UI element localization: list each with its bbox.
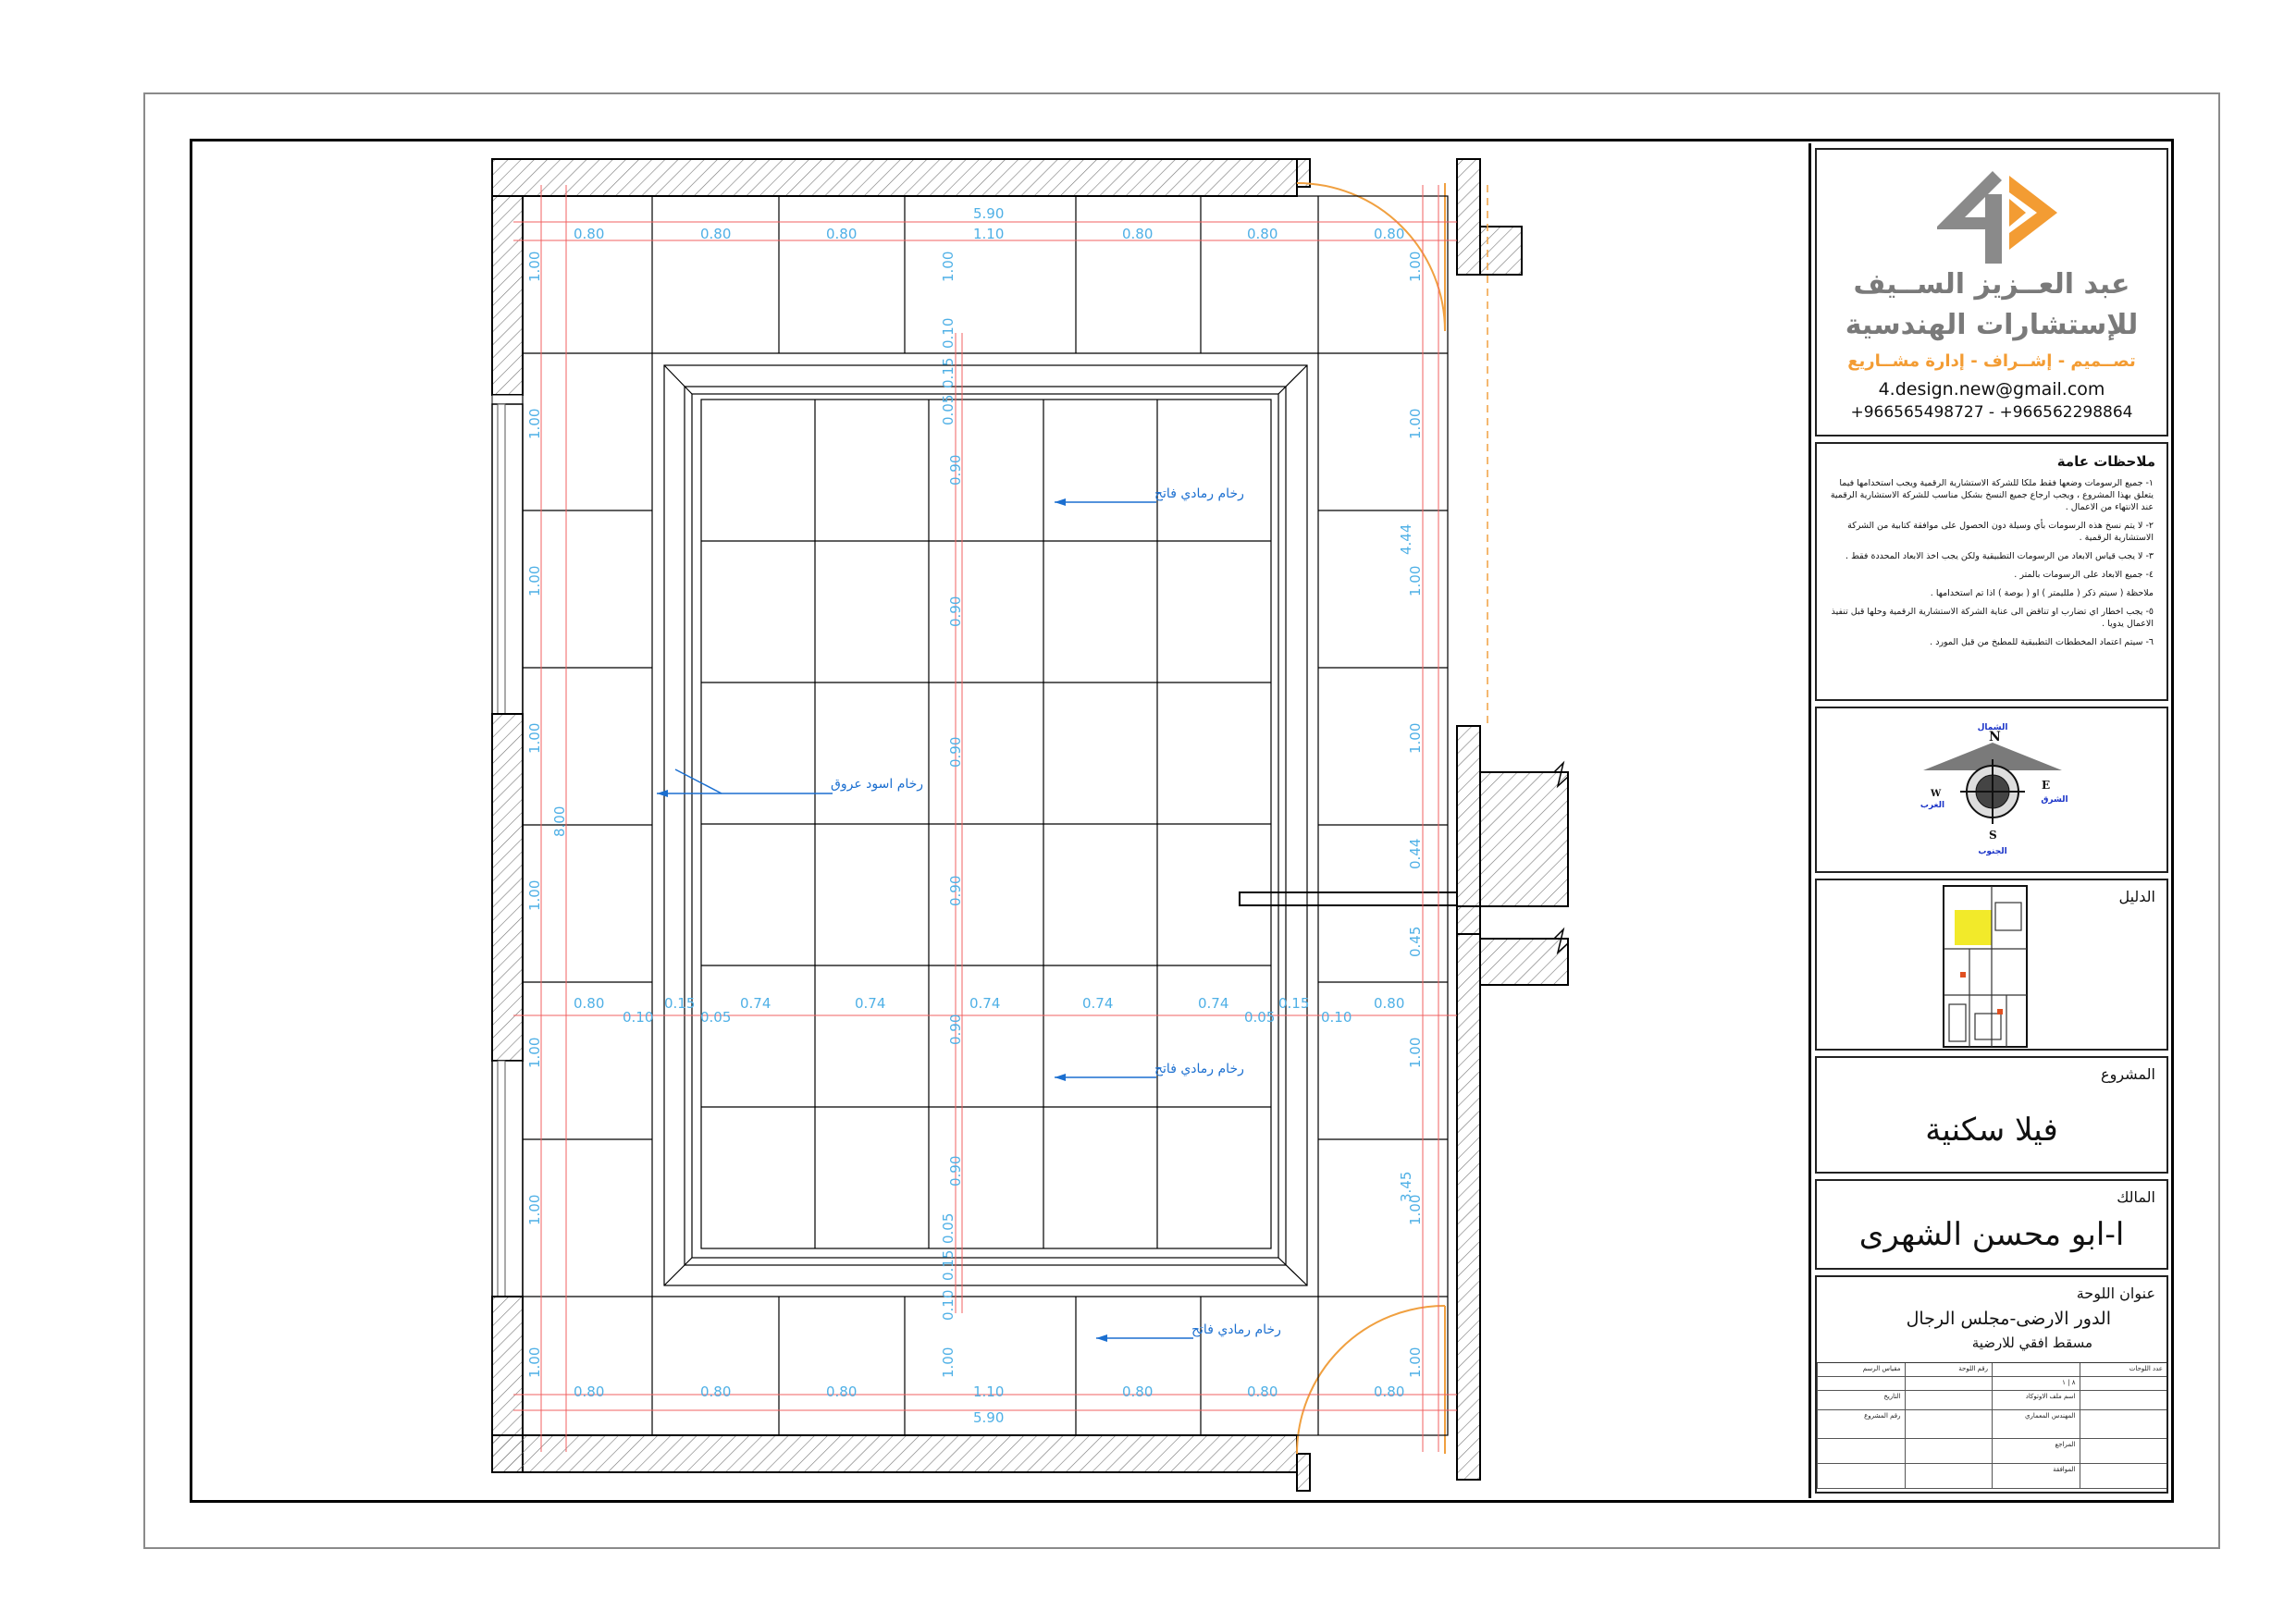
- sheet-title-panel: [1815, 1275, 2168, 1494]
- dim-bottom-7: 0.80: [1374, 1383, 1405, 1400]
- compass-icon: [1905, 722, 2080, 861]
- dim-bottom-1: 0.80: [574, 1383, 605, 1400]
- meta-table: [1817, 1362, 2166, 1489]
- dim-top-5: 0.80: [1122, 226, 1154, 242]
- dim-right-8: 1.00: [1407, 1194, 1424, 1225]
- label-grey-marble-2: رخام رمادي فاتح: [1154, 1062, 1244, 1076]
- dim-center-6: 0.90: [947, 596, 964, 627]
- compass-south: S: [1989, 829, 1997, 842]
- meta-cell: [2080, 1377, 2167, 1390]
- notes-list: [1830, 477, 2154, 655]
- dim-bottom-overall: 5.90: [973, 1409, 1005, 1426]
- compass-south-ar: الجنوب: [1978, 847, 2007, 856]
- dim-mid-7: 0.74: [969, 995, 1001, 1012]
- meta-cell: اسم ملف الاوتوكاد: [1992, 1391, 2080, 1409]
- dim-mid-11: 0.15: [1278, 995, 1310, 1012]
- dim-left-8: 1.00: [526, 1346, 543, 1378]
- dim-mid-4: 0.05: [700, 1009, 732, 1026]
- meta-cell: [2080, 1391, 2167, 1409]
- meta-cell: المراجع: [1992, 1439, 2080, 1463]
- company-phones: +966565498727 - +966562298864: [1850, 403, 2133, 422]
- meta-cell: [1905, 1464, 1993, 1488]
- compass-north-ar: الشمال: [1977, 723, 2008, 732]
- dim-mid-3: 0.15: [664, 995, 696, 1012]
- dim-left-overall: 8.00: [551, 805, 568, 837]
- meta-cell: [1905, 1410, 1993, 1438]
- meta-cell: [2080, 1439, 2167, 1463]
- marble-border: [664, 365, 1310, 1285]
- meta-cell: رقم المشروع: [1817, 1410, 1905, 1438]
- dim-left-5: 1.00: [526, 879, 543, 911]
- dim-center-9: 0.90: [947, 1014, 964, 1045]
- dim-right-1: 1.00: [1407, 251, 1424, 282]
- compass-west: W: [1931, 789, 1942, 799]
- dim-mid-1: 0.80: [574, 995, 605, 1012]
- dim-top-2: 0.80: [700, 226, 732, 242]
- company-email: 4.design.new@gmail.com: [1878, 379, 2105, 400]
- meta-cell: [1905, 1391, 1993, 1409]
- meta-row: [1817, 1464, 2166, 1489]
- dim-right-7: 1.00: [1407, 1037, 1424, 1068]
- company-services: تصــميم - إشــراف - إدارة مشــاريع: [1847, 351, 2136, 371]
- company-name-line2: للإستشارات الهندسية: [1845, 309, 2139, 341]
- owner-value: ا-ابو محسن الشهرى: [1858, 1216, 2125, 1253]
- dimension-lines: [513, 185, 1457, 1452]
- outer-tile-grid: [523, 196, 1448, 1435]
- dim-bottom-4: 1.10: [973, 1383, 1005, 1400]
- meta-cell: [1905, 1439, 1993, 1463]
- project-label: المشروع: [2101, 1065, 2155, 1083]
- note-item: ٦- سيتم اعتماد المخططات التطبيقية للمطبخ من قبل المورد .: [1930, 637, 2154, 647]
- dim-right-4: 1.00: [1407, 722, 1424, 754]
- meta-row: [1817, 1363, 2166, 1377]
- dim-left-2: 1.00: [526, 408, 543, 439]
- dim-center-2: 0.10: [940, 317, 957, 349]
- note-item: ٤- جميع الابعاد على الرسومات بالمتر .: [2014, 570, 2154, 580]
- dim-right-5: 0.44: [1407, 838, 1424, 869]
- meta-cell: ٨ | ١: [1992, 1377, 2080, 1390]
- dim-mid-6: 0.74: [855, 995, 886, 1012]
- dim-left-1: 1.00: [526, 251, 543, 282]
- dim-bottom-6: 0.80: [1247, 1383, 1278, 1400]
- note-item: ملاحظة ( سيتم ذكر ( ملليمتر ) او ( بوصة ) اذا تم استخدامها .: [1930, 588, 2154, 598]
- label-grey-marble-1: رخام رمادي فاتح: [1154, 486, 1244, 501]
- dim-mid-5: 0.74: [740, 995, 772, 1012]
- dim-mid-9: 0.74: [1198, 995, 1229, 1012]
- material-labels: [657, 486, 1281, 1342]
- key-plan-panel: [1815, 879, 2168, 1051]
- company-name-line1: عبد العــزيز الســيف: [1853, 268, 2130, 301]
- dim-mid-8: 0.74: [1082, 995, 1114, 1012]
- project-panel: [1815, 1056, 2168, 1174]
- dim-right-9: 1.00: [1407, 1346, 1424, 1378]
- dim-mid-2: 0.10: [623, 1009, 654, 1026]
- dim-center-1: 1.00: [940, 251, 957, 282]
- compass-east: E: [2042, 779, 2051, 792]
- dim-right-3: 1.00: [1407, 565, 1424, 596]
- company-panel: [1815, 148, 2168, 436]
- dim-top-6: 0.80: [1247, 226, 1278, 242]
- meta-cell: المهندس المعماري: [1992, 1410, 2080, 1438]
- meta-cell: [2080, 1410, 2167, 1438]
- dim-center-12: 0.15: [940, 1249, 957, 1281]
- meta-cell: [1992, 1363, 2080, 1376]
- dim-mid-13: 0.80: [1374, 995, 1405, 1012]
- dim-center-5: 0.90: [947, 454, 964, 486]
- owner-panel: [1815, 1179, 2168, 1270]
- general-notes-panel: [1815, 442, 2168, 701]
- dim-left-7: 1.00: [526, 1194, 543, 1225]
- dim-top-1: 0.80: [574, 226, 605, 242]
- dim-top-3: 0.80: [826, 226, 858, 242]
- note-item: ٥- يجب اخطار اي تضارب او تناقض الى عناية الشركة الاستشارية الرقمية وحلها قبل تنفيذ الاعمال يدويا .: [1831, 607, 2154, 629]
- note-item: ١- جميع الرسومات وضعها فقط ملكا للشركة الاستشارية الرقمية ويجب استخدامها فيما يتعلق بهذا المشروع ، ويجب ارجاع جميع النسخ بشكل مناسب للشركة الاستشارية الرقمية عند الانتهاء من الاعمال .: [1830, 478, 2154, 512]
- meta-cell: [2080, 1464, 2167, 1488]
- meta-cell: مقياس الرسم: [1817, 1363, 1905, 1376]
- compass-west-ar: الغرب: [1920, 801, 1945, 810]
- meta-cell: [1817, 1377, 1905, 1390]
- dim-bottom-3: 0.80: [826, 1383, 858, 1400]
- dim-mid-10: 0.05: [1244, 1009, 1276, 1026]
- dim-right-outer-2: 3.45: [1398, 1171, 1414, 1202]
- sheet-title-2: مسقط افقي للارضية: [1971, 1334, 2092, 1351]
- dim-right-6: 0.45: [1407, 926, 1424, 957]
- meta-cell: الموافقة: [1992, 1464, 2080, 1488]
- dim-center-4: 0.05: [940, 394, 957, 425]
- dim-center-7: 0.90: [947, 736, 964, 768]
- dim-center-3: 0.15: [940, 357, 957, 388]
- dim-right-outer-1: 4.44: [1398, 523, 1414, 555]
- guide-label: الدليل: [2118, 888, 2155, 905]
- dim-center-10: 0.90: [947, 1155, 964, 1187]
- meta-cell: [1817, 1439, 1905, 1463]
- label-black-marble: رخام اسود عروق: [831, 777, 924, 792]
- dim-top-7: 0.80: [1374, 226, 1405, 242]
- dim-bottom-5: 0.80: [1122, 1383, 1154, 1400]
- note-item: ٣- لا يجب قياس الابعاد من الرسومات التطبيقية ولكن يجب اخذ الابعاد المحددة فقط .: [1845, 551, 2154, 561]
- meta-cell: رقم اللوحة: [1905, 1363, 1993, 1376]
- compass-east-ar: الشرق: [2041, 795, 2068, 805]
- dim-top-4: 1.10: [973, 226, 1005, 242]
- meta-cell: التاريخ: [1817, 1391, 1905, 1409]
- note-item: ٢- لا يتم نسخ هذه الرسومات بأي وسيلة دون الحصول على موافقة كتابية من الشركة الاستشارية الرقمية .: [1847, 521, 2154, 543]
- dim-left-3: 1.00: [526, 565, 543, 596]
- meta-row: [1817, 1377, 2166, 1391]
- dim-left-4: 1.00: [526, 722, 543, 754]
- compass-panel: [1815, 707, 2168, 873]
- sheet-title-1: الدور الارضى-مجلس الرجال: [1906, 1309, 2111, 1329]
- label-grey-marble-3: رخام رمادي فاتح: [1191, 1322, 1281, 1337]
- dimension-texts: [526, 205, 1424, 1426]
- compass-north: N: [1989, 730, 2001, 744]
- dim-center-8: 0.90: [947, 875, 964, 906]
- dim-center-13: 0.10: [940, 1289, 957, 1321]
- dim-center-14: 1.00: [940, 1346, 957, 1378]
- meta-cell: عدد اللوحات: [2080, 1363, 2167, 1376]
- project-value: فيلا سكنية: [1925, 1112, 2058, 1149]
- meta-row: [1817, 1410, 2166, 1439]
- dim-bottom-2: 0.80: [700, 1383, 732, 1400]
- meta-cell: [1817, 1464, 1905, 1488]
- inner-tile-grid: [701, 400, 1271, 1248]
- meta-row: [1817, 1391, 2166, 1410]
- dim-center-11: 0.05: [940, 1212, 957, 1244]
- owner-label: المالك: [2117, 1188, 2155, 1206]
- dim-mid-12: 0.10: [1321, 1009, 1352, 1026]
- company-logo-icon: [1928, 157, 2067, 268]
- meta-cell: [1905, 1377, 1993, 1390]
- key-plan-thumbnail: [1942, 884, 2030, 1049]
- notes-title: ملاحظات عامة: [2056, 453, 2155, 470]
- dim-top-overall: 5.90: [973, 205, 1005, 222]
- dim-left-6: 1.00: [526, 1037, 543, 1068]
- dim-right-2: 1.00: [1407, 408, 1424, 439]
- sheet-label: عنوان اللوحة: [2076, 1285, 2155, 1302]
- meta-row: [1817, 1439, 2166, 1464]
